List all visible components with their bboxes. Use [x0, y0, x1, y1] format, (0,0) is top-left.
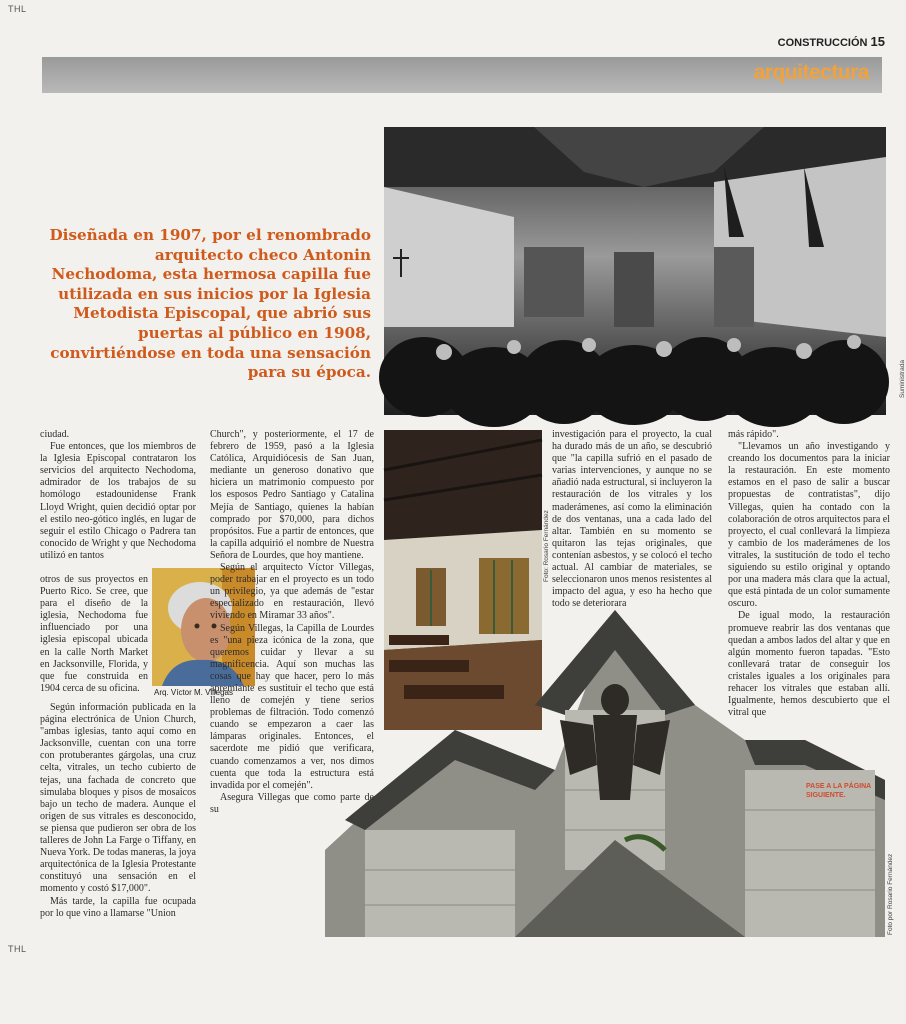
article-paragraph: Asegura Villegas que como parte de su [210, 791, 374, 815]
article-paragraph: investigación para el proyecto, la cual ha durado más de un año, se descubrió que "la capilla sufrió en el pasado de varias intervenciones, y aunque no se añadió nada estructural, si incluyeron la restauración de los vitrales y los maderámenes, así como la eliminación de dos ventanas, una a cada lado del altar. También en su momento se quitaron las tejas originales, que contenían asbestos, y se colocó el techo actual. Al cambiar de materiales, se seleccionaron unos menos resistentes al impacto del agua, y eso ha hecho que todo se deteriorara [552, 429, 712, 610]
congregation-photo [384, 127, 886, 415]
article-paragraph: Según Villegas, la Capilla de Lourdes es "una pieza icónica de la zona, que queremos cuidar y llevar a su magnificencia. Aquí son muchas las cosas que hay que hacer, pero lo más apremiante es sustituir el techo que está lleno de comején y tiene serios problemas de filtración. Todo comenzó cuando se empezaron a caer las lámparas originales. Entonces, el sacerdote me pidió que verificara, cuando comenzamos a ver, nos dimos cuenta que toda la estructura está invadida por el comején". [210, 622, 374, 791]
gargoyle-photo-credit: Foto por Rosario Fernández [887, 853, 894, 935]
article-paragraph: Según información publicada en la página electrónica de Union Church, "ambas iglesias, tanto aquí como en Jacksonville, cuentan con una torre con protuberantes gárgolas, una cruz celta, vitrales, un techo cubierto de tejas, una fachada de concreto que simulaba bloques y pisos de mosaicos bajo un techo de madera. Aunque el origen de sus vitrales es desconocido, se piensa que pudieron ser obra de los talleres de John La Farge o Tiffany, en Nueva York. De todas maneras, la joya arquitectónica de la Iglesia Protestante constituyó una sensación en el momento y costó $17,000". [40, 702, 196, 895]
page-number: 15 [870, 34, 885, 49]
pull-quote: Diseñada en 1907, por el renombrado arquitecto checo Antonin Nechodoma, esta hermosa capilla fue utilizada en sus inicios por la Iglesia Metodista Episcopal, que abrió sus puertas al público en 1908, convirtiéndose en toda una sensación para su época. [49, 226, 371, 382]
portrait-caption: Arq. Víctor M. Villegas [154, 688, 233, 697]
article-column-4 [728, 429, 890, 719]
article-column-2 [210, 429, 374, 816]
article-paragraph: ciudad. [40, 429, 70, 440]
edition-mark-top: THL [8, 4, 27, 14]
article-column-1-wrap [40, 574, 148, 695]
section-name: CONSTRUCCIÓN [777, 37, 868, 49]
article-paragraph: otros de sus proyectos en Puerto Rico. Se cree, que para el diseño de la iglesia, Nechodoma fue influenciado por una iglesia episcopal ubicada en la calle North Market en Jacksonville, Florida, y que fue construida en 1904 cerca de su oficina. [40, 574, 148, 694]
article-paragraph: De igual modo, la restauración promueve reabrir las dos ventanas que quedan a ambos lados del altar y que en algún momento fueron tapadas. "Esto conllevará tratar de conseguir los cristales iguales a los originales para rehacer los vitrales que estaban allí. Igualmente, hemos descubierto que el vitral que [728, 610, 890, 719]
edition-mark-bottom: THL [8, 944, 27, 954]
article-paragraph: más rápido". [728, 429, 779, 440]
category-label: arquitectura [753, 61, 869, 84]
article-paragraph: Church", y posteriormente, el 17 de febrero de 1959, pasó a la Iglesia Católica, Arquidiócesis de San Juan, mediante un generoso donativo que hiciera un matrimonio compuesto por los esposos Pedro Santiago y Catalina Mejía de Santiago, quienes la habían comprado por $70,000, para dichos propósitos. Fue a partir de entonces, que la capilla adquirió el nombre de Nuestra Señora de Lourdes, que hoy mantiene. [210, 429, 374, 561]
interior-photo-credit: Foto: Rosario Fernández [543, 510, 550, 582]
article-paragraph: Más tarde, la capilla fue ocupada por lo que vino a llamarse "Union [40, 895, 196, 919]
article-paragraph: Fue entonces, que los miembros de la Iglesia Episcopal contrataron los servicios del arquitecto Nechodoma, admirador de los trabajos de su homólogo estadounidense Frank Lloyd Wright, quien decidió optar por el estilo neo-gótico inglés, en lugar de seguir el estilo Chicago o Padrera tan conocido de Wright y que Nechodoma utilizó en tantos [40, 441, 196, 561]
article-column-3 [552, 429, 712, 610]
article-column-1-top [40, 429, 196, 562]
article-paragraph: Según el arquitecto Víctor Villegas, poder trabajar en el proyecto es un todo un privilegio, ya que además de "estar especializado en restauración, llevó viviendo en Miramar 33 años". [210, 562, 374, 622]
congregation-photo-credit: Suministrada [899, 360, 906, 398]
continued-notice[interactable]: PASE A LA PÁGINA SIGUIENTE. [806, 783, 871, 799]
article-column-1-bottom [40, 702, 196, 920]
article-paragraph: "Llevamos un año investigando y creando los documentos para la iniciar la restauración. En este momento estamos en el paso de salir a buscar propuestas de contratistas", dijo Villegas, quien ha contado con la colaboración de otros arquitectos para el proyecto, el cual conllevará la limpieza y cambio de los maderámenes de los vitrales, la sustitución de todo el techo siguiendo su estilo original y optando por una madera más clara que la actual, que está pintada de un color sumamente oscuro. [728, 441, 890, 610]
section-header [778, 34, 885, 49]
